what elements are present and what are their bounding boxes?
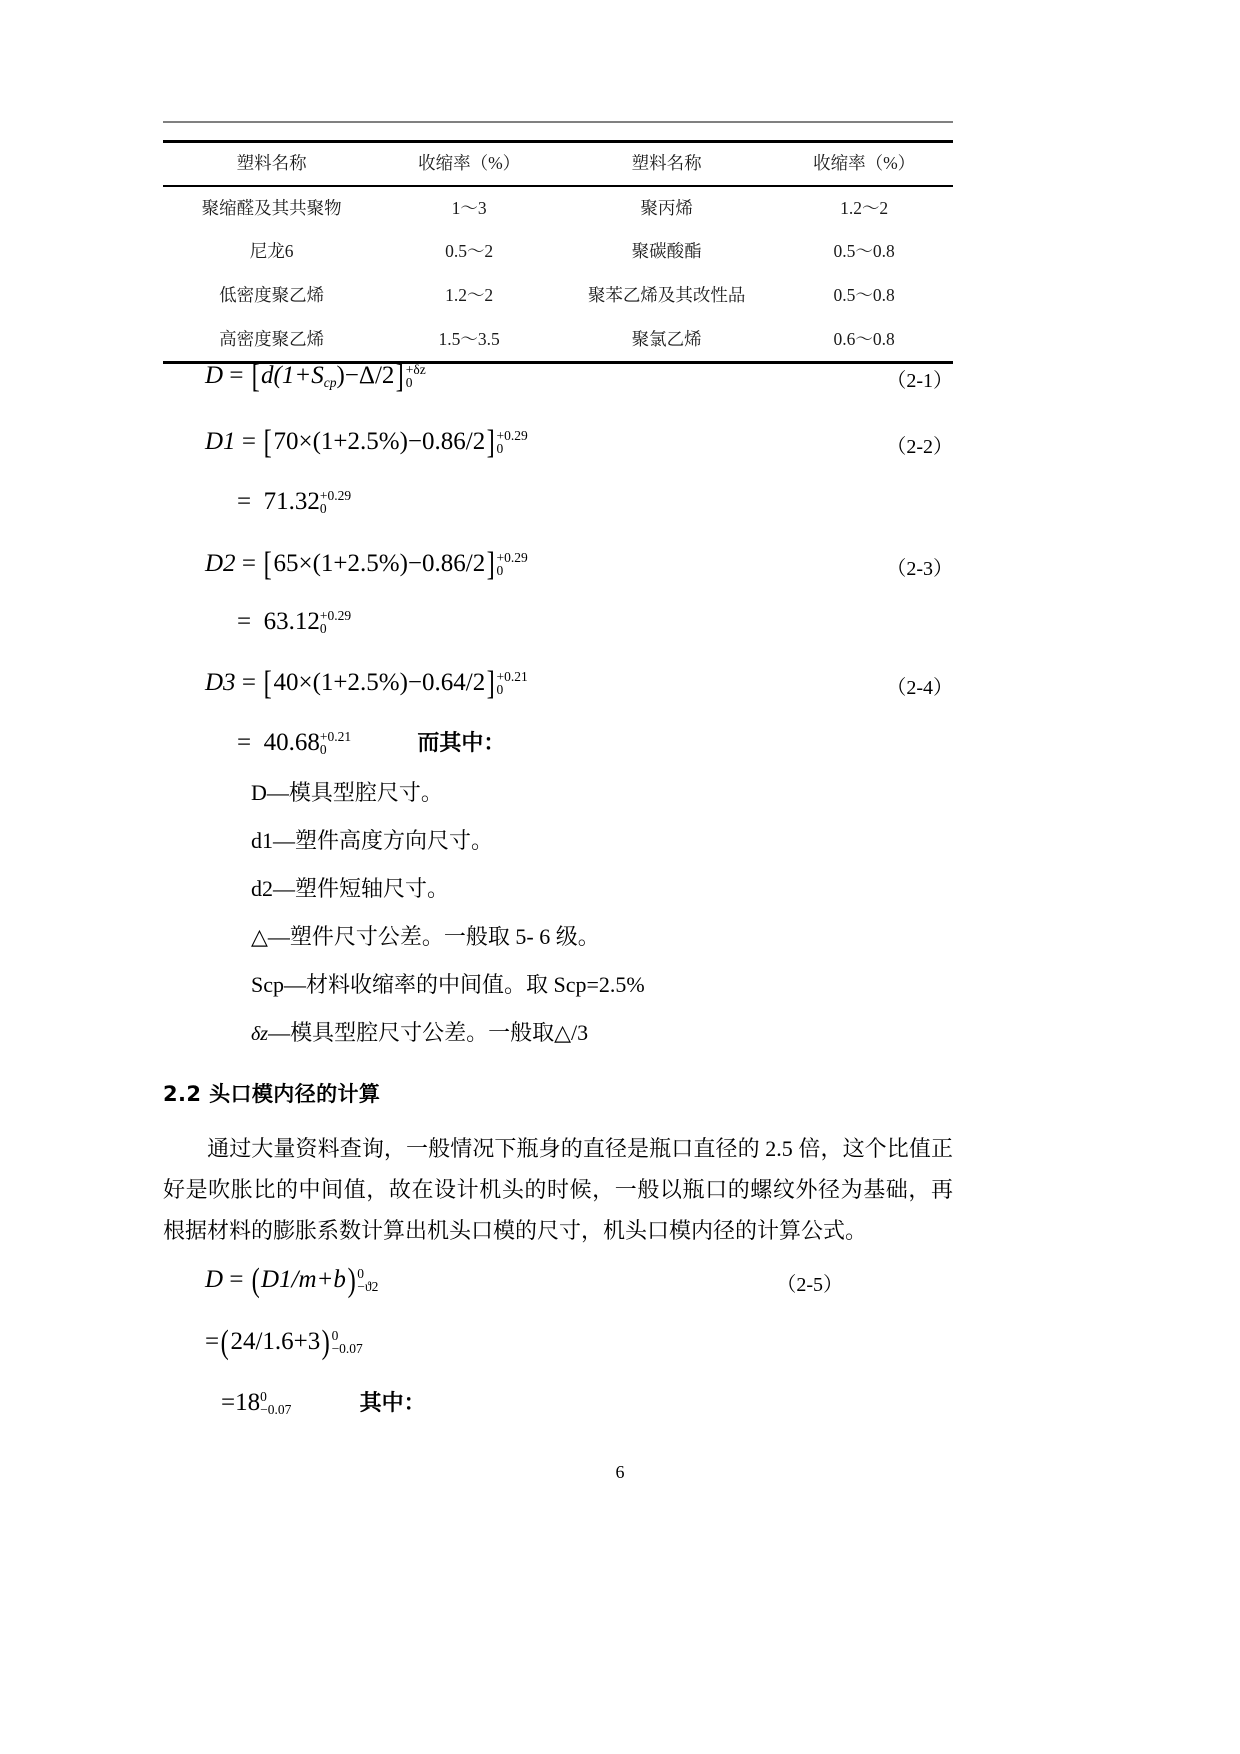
eq-open-bracket: [ bbox=[263, 665, 272, 702]
eq-value: 63.12 bbox=[263, 608, 320, 635]
eq-superscript: 0 bbox=[357, 1265, 365, 1281]
eq-inner: 40×(1+2.5%)−0.64/2 bbox=[273, 669, 486, 696]
table-row bbox=[163, 274, 953, 318]
table-header-cell: 塑料名称 bbox=[631, 153, 702, 173]
table-cell: 0.5～2 bbox=[445, 241, 494, 262]
equation-2-1 bbox=[163, 358, 953, 396]
eq-superscript: 0 bbox=[331, 1327, 339, 1343]
definition-scp: Scp—材料收缩率的中间值。取 Scp=2.5% bbox=[251, 972, 645, 997]
eq-superscript: +δz bbox=[405, 361, 426, 377]
table-cell: 聚缩醛及其共聚物 bbox=[201, 197, 342, 218]
eq-subscript: −0.07 bbox=[331, 1341, 363, 1357]
table-header-cell: 塑料名称 bbox=[236, 153, 307, 173]
eq-inner: 24/1.6+3 bbox=[230, 1328, 321, 1355]
equation-number: （2-2） bbox=[886, 436, 953, 458]
eq-limits bbox=[497, 551, 528, 579]
equation-2-5-result bbox=[163, 1386, 953, 1418]
equation-2-2-result bbox=[163, 488, 953, 517]
eq-close-bracket: ) bbox=[347, 1262, 356, 1299]
equation-expression bbox=[163, 1386, 426, 1418]
table-header-row bbox=[163, 142, 953, 186]
eq-equals: = bbox=[221, 1389, 236, 1416]
equation-expression bbox=[163, 608, 351, 637]
eq-subscript: 0 bbox=[319, 621, 327, 637]
header-rule bbox=[163, 121, 953, 123]
table-cell: 聚氯乙烯 bbox=[631, 328, 702, 349]
section-heading-2-2: 2.2 头口模内径的计算 bbox=[163, 1082, 381, 1106]
definition-D: D—模具型腔尺寸。 bbox=[251, 780, 443, 805]
equation-2-5 bbox=[163, 1262, 953, 1300]
equation-2-3-result bbox=[163, 608, 953, 637]
eq-value: 40.68 bbox=[263, 729, 320, 756]
eq-close-bracket: ] bbox=[486, 665, 495, 702]
definition-delta: △—塑件尺寸公差。一般取 5- 6 级。 bbox=[251, 924, 600, 949]
eq-close-bracket: ] bbox=[486, 546, 495, 583]
eq-limits bbox=[320, 609, 351, 637]
eq-subscript: 0 bbox=[496, 563, 504, 579]
eq-superscript: +0.29 bbox=[319, 607, 352, 623]
eq-equals: = bbox=[237, 729, 252, 756]
eq-limits bbox=[497, 670, 528, 698]
eq-inner: D1/m+b bbox=[261, 1266, 346, 1293]
eq-inner: 65×(1+2.5%)−0.86/2 bbox=[273, 550, 486, 577]
table-cell: 1.5～3.5 bbox=[438, 328, 500, 349]
equation-expression bbox=[163, 726, 505, 758]
eq-equals: = bbox=[237, 488, 252, 515]
table-cell: 低密度聚乙烯 bbox=[219, 284, 325, 305]
equation-expression bbox=[163, 424, 528, 462]
table-row bbox=[163, 186, 953, 231]
eq-equals: = bbox=[241, 669, 256, 696]
eq-open-bracket: ( bbox=[220, 1324, 229, 1361]
eq-value: 18 bbox=[235, 1389, 261, 1416]
equation-2-4 bbox=[163, 665, 953, 703]
eq-inner: d(1+S bbox=[261, 362, 324, 389]
eq-superscript: +0.21 bbox=[319, 728, 352, 744]
eq-subscript: −0.07 bbox=[260, 1402, 292, 1418]
eq-superscript: +0.29 bbox=[496, 549, 528, 565]
eq-equals: = bbox=[237, 608, 252, 635]
table-cell: 1～3 bbox=[451, 197, 487, 218]
definition-d2: d2—塑件短轴尺寸。 bbox=[251, 876, 450, 901]
equation-expression bbox=[163, 1262, 378, 1300]
table-cell: 1.2～2 bbox=[445, 284, 494, 305]
table-row bbox=[163, 230, 953, 274]
eq-open-bracket: ( bbox=[251, 1262, 260, 1299]
eq-inner: 70×(1+2.5%)−0.86/2 bbox=[273, 428, 486, 455]
eq-limits bbox=[357, 1267, 378, 1295]
table-cell: 尼龙6 bbox=[249, 241, 294, 262]
eq-superscript: +0.29 bbox=[319, 487, 352, 503]
eq-subscript: 0 bbox=[496, 441, 504, 457]
equation-expression bbox=[163, 358, 426, 396]
delta-z-text: —模具型腔尺寸公差。一般取△/3 bbox=[268, 1020, 589, 1045]
eq-equals: = bbox=[229, 1266, 244, 1293]
eq-open-bracket: [ bbox=[251, 358, 260, 395]
eq-close-bracket: ) bbox=[321, 1324, 330, 1361]
eq-limits bbox=[320, 489, 351, 517]
table-cell: 聚碳酸酯 bbox=[631, 241, 702, 262]
equation-expression bbox=[163, 665, 528, 703]
eq-superscript: 0 bbox=[260, 1388, 267, 1404]
eq-open-bracket: [ bbox=[263, 424, 272, 461]
eq-limits bbox=[406, 363, 426, 391]
eq-open-bracket: [ bbox=[263, 546, 272, 583]
eq-lhs: D3 bbox=[205, 669, 236, 696]
eq-superscript: +0.29 bbox=[496, 427, 528, 443]
eq-value: 71.32 bbox=[263, 488, 320, 515]
equation-expression bbox=[163, 546, 528, 584]
table-cell: 1.2～2 bbox=[840, 197, 889, 218]
eq-subscript: 0 bbox=[405, 375, 413, 391]
eq-equals: = bbox=[229, 362, 244, 389]
equation-2-3 bbox=[163, 546, 953, 584]
eq-superscript: +0.21 bbox=[496, 668, 528, 684]
definition-d1: d1—塑件高度方向尺寸。 bbox=[251, 828, 494, 853]
equation-expression bbox=[163, 488, 351, 517]
section-paragraph bbox=[163, 1128, 953, 1251]
shrinkage-rate-table bbox=[163, 140, 953, 364]
table-cell: 聚丙烯 bbox=[640, 197, 693, 218]
table-cell: 聚苯乙烯及其改性品 bbox=[587, 284, 746, 305]
eq-limits bbox=[260, 1390, 291, 1418]
eq-lhs: D2 bbox=[205, 550, 236, 577]
eq-limits bbox=[320, 730, 351, 758]
eq-lhs: D1 bbox=[205, 428, 236, 455]
definition-delta-z bbox=[163, 1020, 1041, 1046]
table-header-cell: 收缩率（%） bbox=[418, 153, 521, 173]
table-cell: 0.5～0.8 bbox=[833, 241, 895, 262]
eq-inner-sub: cp bbox=[323, 375, 337, 390]
eq-equals: = bbox=[241, 428, 256, 455]
eq-subscript: 0 bbox=[319, 501, 327, 517]
table-cell: 0.5～0.8 bbox=[833, 284, 895, 305]
delta-z-symbol: δz bbox=[251, 1023, 269, 1045]
equation-number: （2-3） bbox=[886, 558, 953, 580]
eq-inner-rest: )−Δ/2 bbox=[336, 362, 395, 389]
eq-lhs: D bbox=[205, 362, 224, 389]
table-header-cell: 收缩率（%） bbox=[813, 153, 916, 173]
eq-equals: = bbox=[241, 550, 256, 577]
table-cell: 高密度聚乙烯 bbox=[219, 328, 325, 349]
eq-lhs: D bbox=[205, 1266, 224, 1293]
eq-subscript: −ϑ2 bbox=[357, 1279, 379, 1295]
eq-limits bbox=[497, 429, 528, 457]
equation-2-2 bbox=[163, 424, 953, 462]
where-label: 其中： bbox=[359, 1391, 426, 1416]
eq-subscript: 0 bbox=[319, 742, 327, 758]
table-row bbox=[163, 318, 953, 363]
eq-close-bracket: ] bbox=[486, 424, 495, 461]
page-number: 6 bbox=[615, 1462, 625, 1482]
equation-2-4-result bbox=[163, 726, 953, 758]
eq-close-bracket: ] bbox=[395, 358, 405, 395]
paragraph-text: 通过大量资料查询，一般情况下瓶身的直径是瓶口直径的 2.5 倍，这个比值正好是吹胀比的中间值，故在设计机头的时候，一般以瓶口的螺纹外径为基础，再根据材料的膨胀系数计算出机头口模的尺寸，机头口模内径的计算公式。 bbox=[163, 1136, 953, 1243]
equation-number: （2-5） bbox=[776, 1274, 843, 1296]
equation-2-5-step bbox=[163, 1324, 953, 1362]
equation-number: （2-4） bbox=[886, 677, 953, 699]
equation-expression bbox=[163, 1324, 363, 1362]
table-cell: 0.6～0.8 bbox=[833, 328, 895, 349]
eq-limits bbox=[332, 1329, 363, 1357]
where-label: 而其中： bbox=[417, 731, 506, 756]
eq-subscript: 0 bbox=[496, 682, 504, 698]
equation-number: （2-1） bbox=[886, 370, 953, 392]
eq-equals: = bbox=[205, 1328, 220, 1355]
